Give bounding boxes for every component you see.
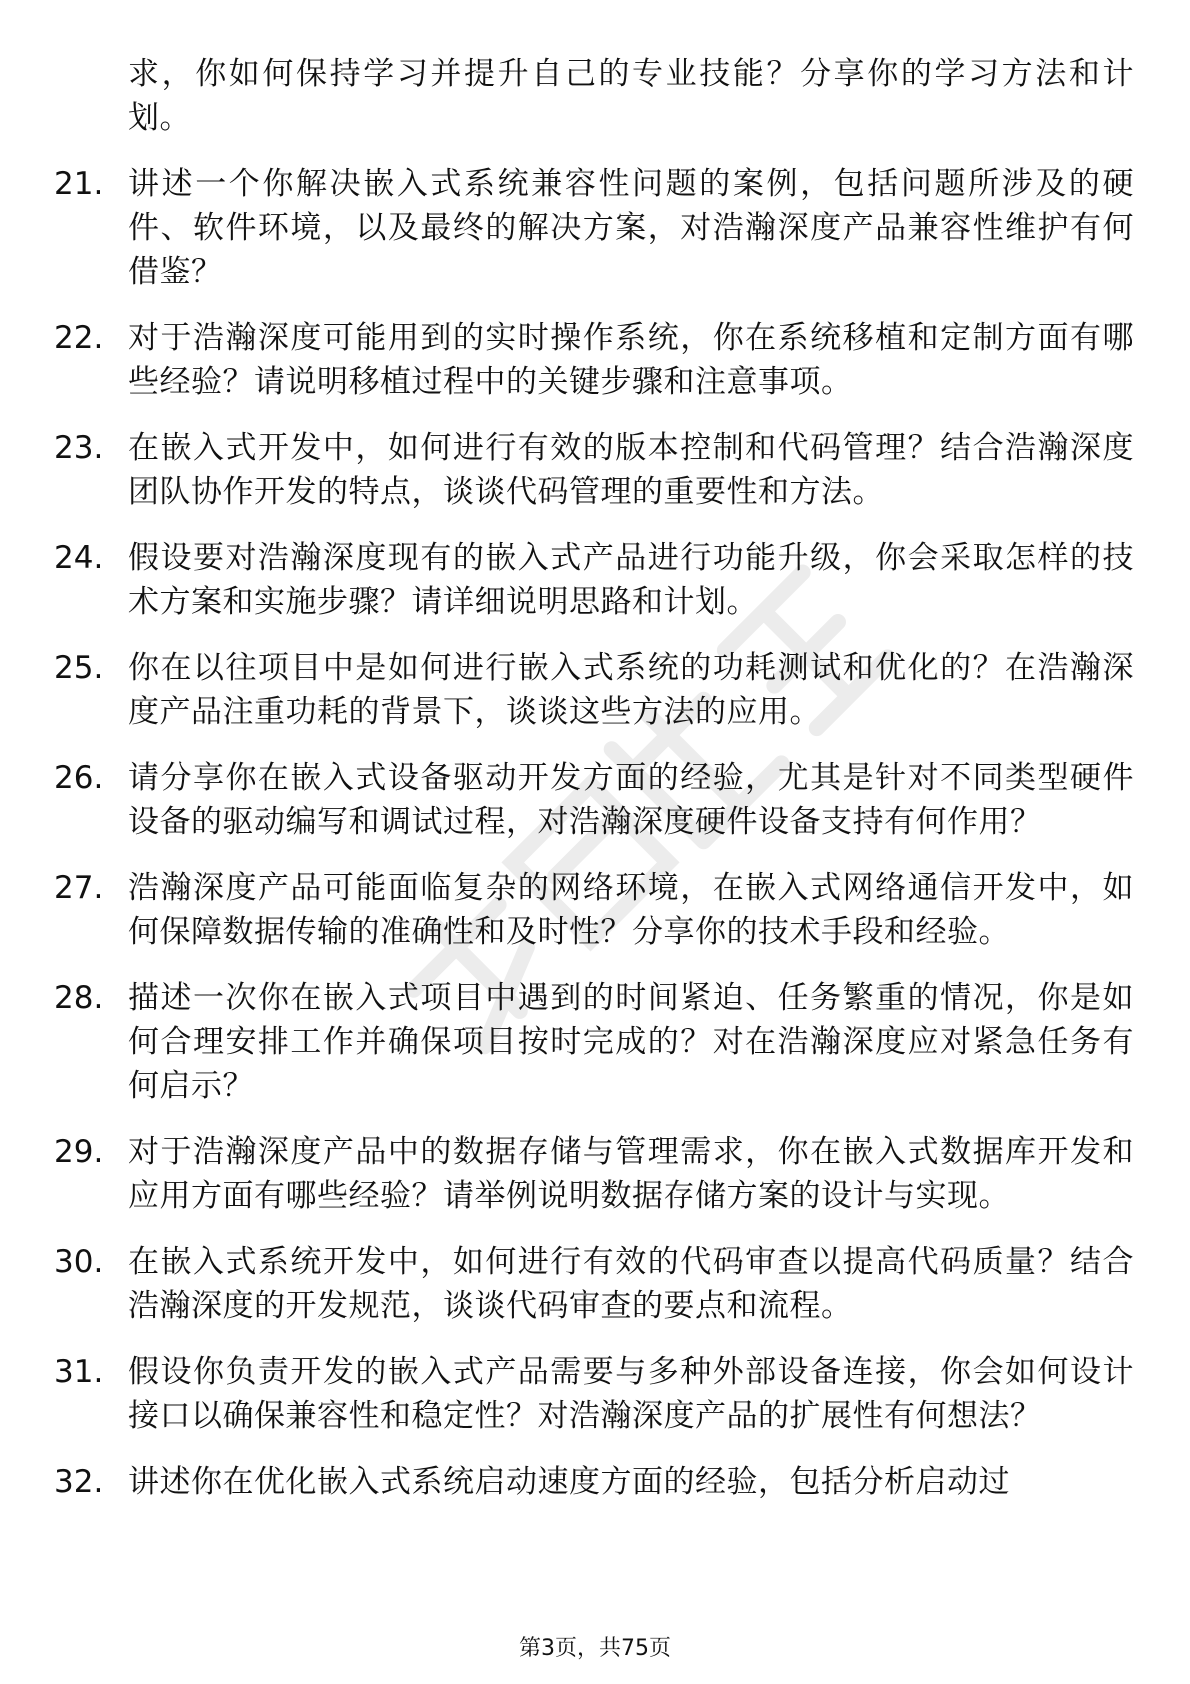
question-number: 32. xyxy=(54,1464,104,1500)
question-text: 在嵌入式开发中，如何进行有效的版本控制和代码管理？结合浩瀚深度团队协作开发的特点，谈谈代码管理的重要性和方法。 xyxy=(128,430,1134,510)
continued-question xyxy=(54,52,1134,140)
question-text: 你在以往项目中是如何进行嵌入式系统的功耗测试和优化的？在浩瀚深度产品注重功耗的背景下，谈谈这些方法的应用。 xyxy=(128,650,1134,730)
question-number: 29. xyxy=(54,1134,104,1170)
question-text: 描述一次你在嵌入式项目中遇到的时间紧迫、任务繁重的情况，你是如何合理安排工作并确保项目按时完成的？对在浩瀚深度应对紧急任务有何启示？ xyxy=(128,980,1134,1104)
list-item xyxy=(54,426,1134,514)
list-item xyxy=(54,646,1134,734)
question-number: 28. xyxy=(54,980,104,1016)
list-item xyxy=(54,756,1134,844)
page-footer: 第3页，共75页 xyxy=(519,1636,671,1661)
question-text: 假设要对浩瀚深度现有的嵌入式产品进行功能升级，你会采取怎样的技术方案和实施步骤？请详细说明思路和计划。 xyxy=(128,540,1134,620)
list-item xyxy=(54,1350,1134,1438)
question-text: 请分享你在嵌入式设备驱动开发方面的经验，尤其是针对不同类型硬件设备的驱动编写和调试过程，对浩瀚深度硬件设备支持有何作用？ xyxy=(128,760,1134,840)
question-text: 对于浩瀚深度可能用到的实时操作系统，你在系统移植和定制方面有哪些经验？请说明移植过程中的关键步骤和注意事项。 xyxy=(128,320,1134,400)
list-item xyxy=(54,1460,1134,1504)
question-number: 22. xyxy=(54,320,104,356)
question-text: 浩瀚深度产品可能面临复杂的网络环境，在嵌入式网络通信开发中，如何保障数据传输的准确性和及时性？分享你的技术手段和经验。 xyxy=(128,870,1134,950)
question-number: 25. xyxy=(54,650,104,686)
list-item xyxy=(54,866,1134,954)
question-text: 讲述你在优化嵌入式系统启动速度方面的经验，包括分析启动过 xyxy=(128,1464,1010,1500)
list-item xyxy=(54,162,1134,294)
list-item xyxy=(54,976,1134,1108)
continued-question-text: 求，你如何保持学习并提升自己的专业技能？分享你的学习方法和计划。 xyxy=(128,56,1134,136)
list-item xyxy=(54,536,1134,624)
question-number: 21. xyxy=(54,166,104,202)
question-number: 30. xyxy=(54,1244,104,1280)
question-number: 24. xyxy=(54,540,104,576)
question-text: 讲述一个你解决嵌入式系统兼容性问题的案例，包括问题所涉及的硬件、软件环境，以及最终的解决方案，对浩瀚深度产品兼容性维护有何借鉴？ xyxy=(128,166,1134,290)
question-list xyxy=(54,52,1134,1526)
list-item xyxy=(54,1130,1134,1218)
question-text: 对于浩瀚深度产品中的数据存储与管理需求，你在嵌入式数据库开发和应用方面有哪些经验？请举例说明数据存储方案的设计与实现。 xyxy=(128,1134,1134,1214)
question-text: 在嵌入式系统开发中，如何进行有效的代码审查以提高代码质量？结合浩瀚深度的开发规范，谈谈代码审查的要点和流程。 xyxy=(128,1244,1134,1324)
question-number: 31. xyxy=(54,1354,104,1390)
question-text: 假设你负责开发的嵌入式产品需要与多种外部设备连接，你会如何设计接口以确保兼容性和稳定性？对浩瀚深度产品的扩展性有何想法？ xyxy=(128,1354,1134,1434)
question-number: 23. xyxy=(54,430,104,466)
question-number: 27. xyxy=(54,870,104,906)
question-number: 26. xyxy=(54,760,104,796)
list-item xyxy=(54,316,1134,404)
list-item xyxy=(54,1240,1134,1328)
